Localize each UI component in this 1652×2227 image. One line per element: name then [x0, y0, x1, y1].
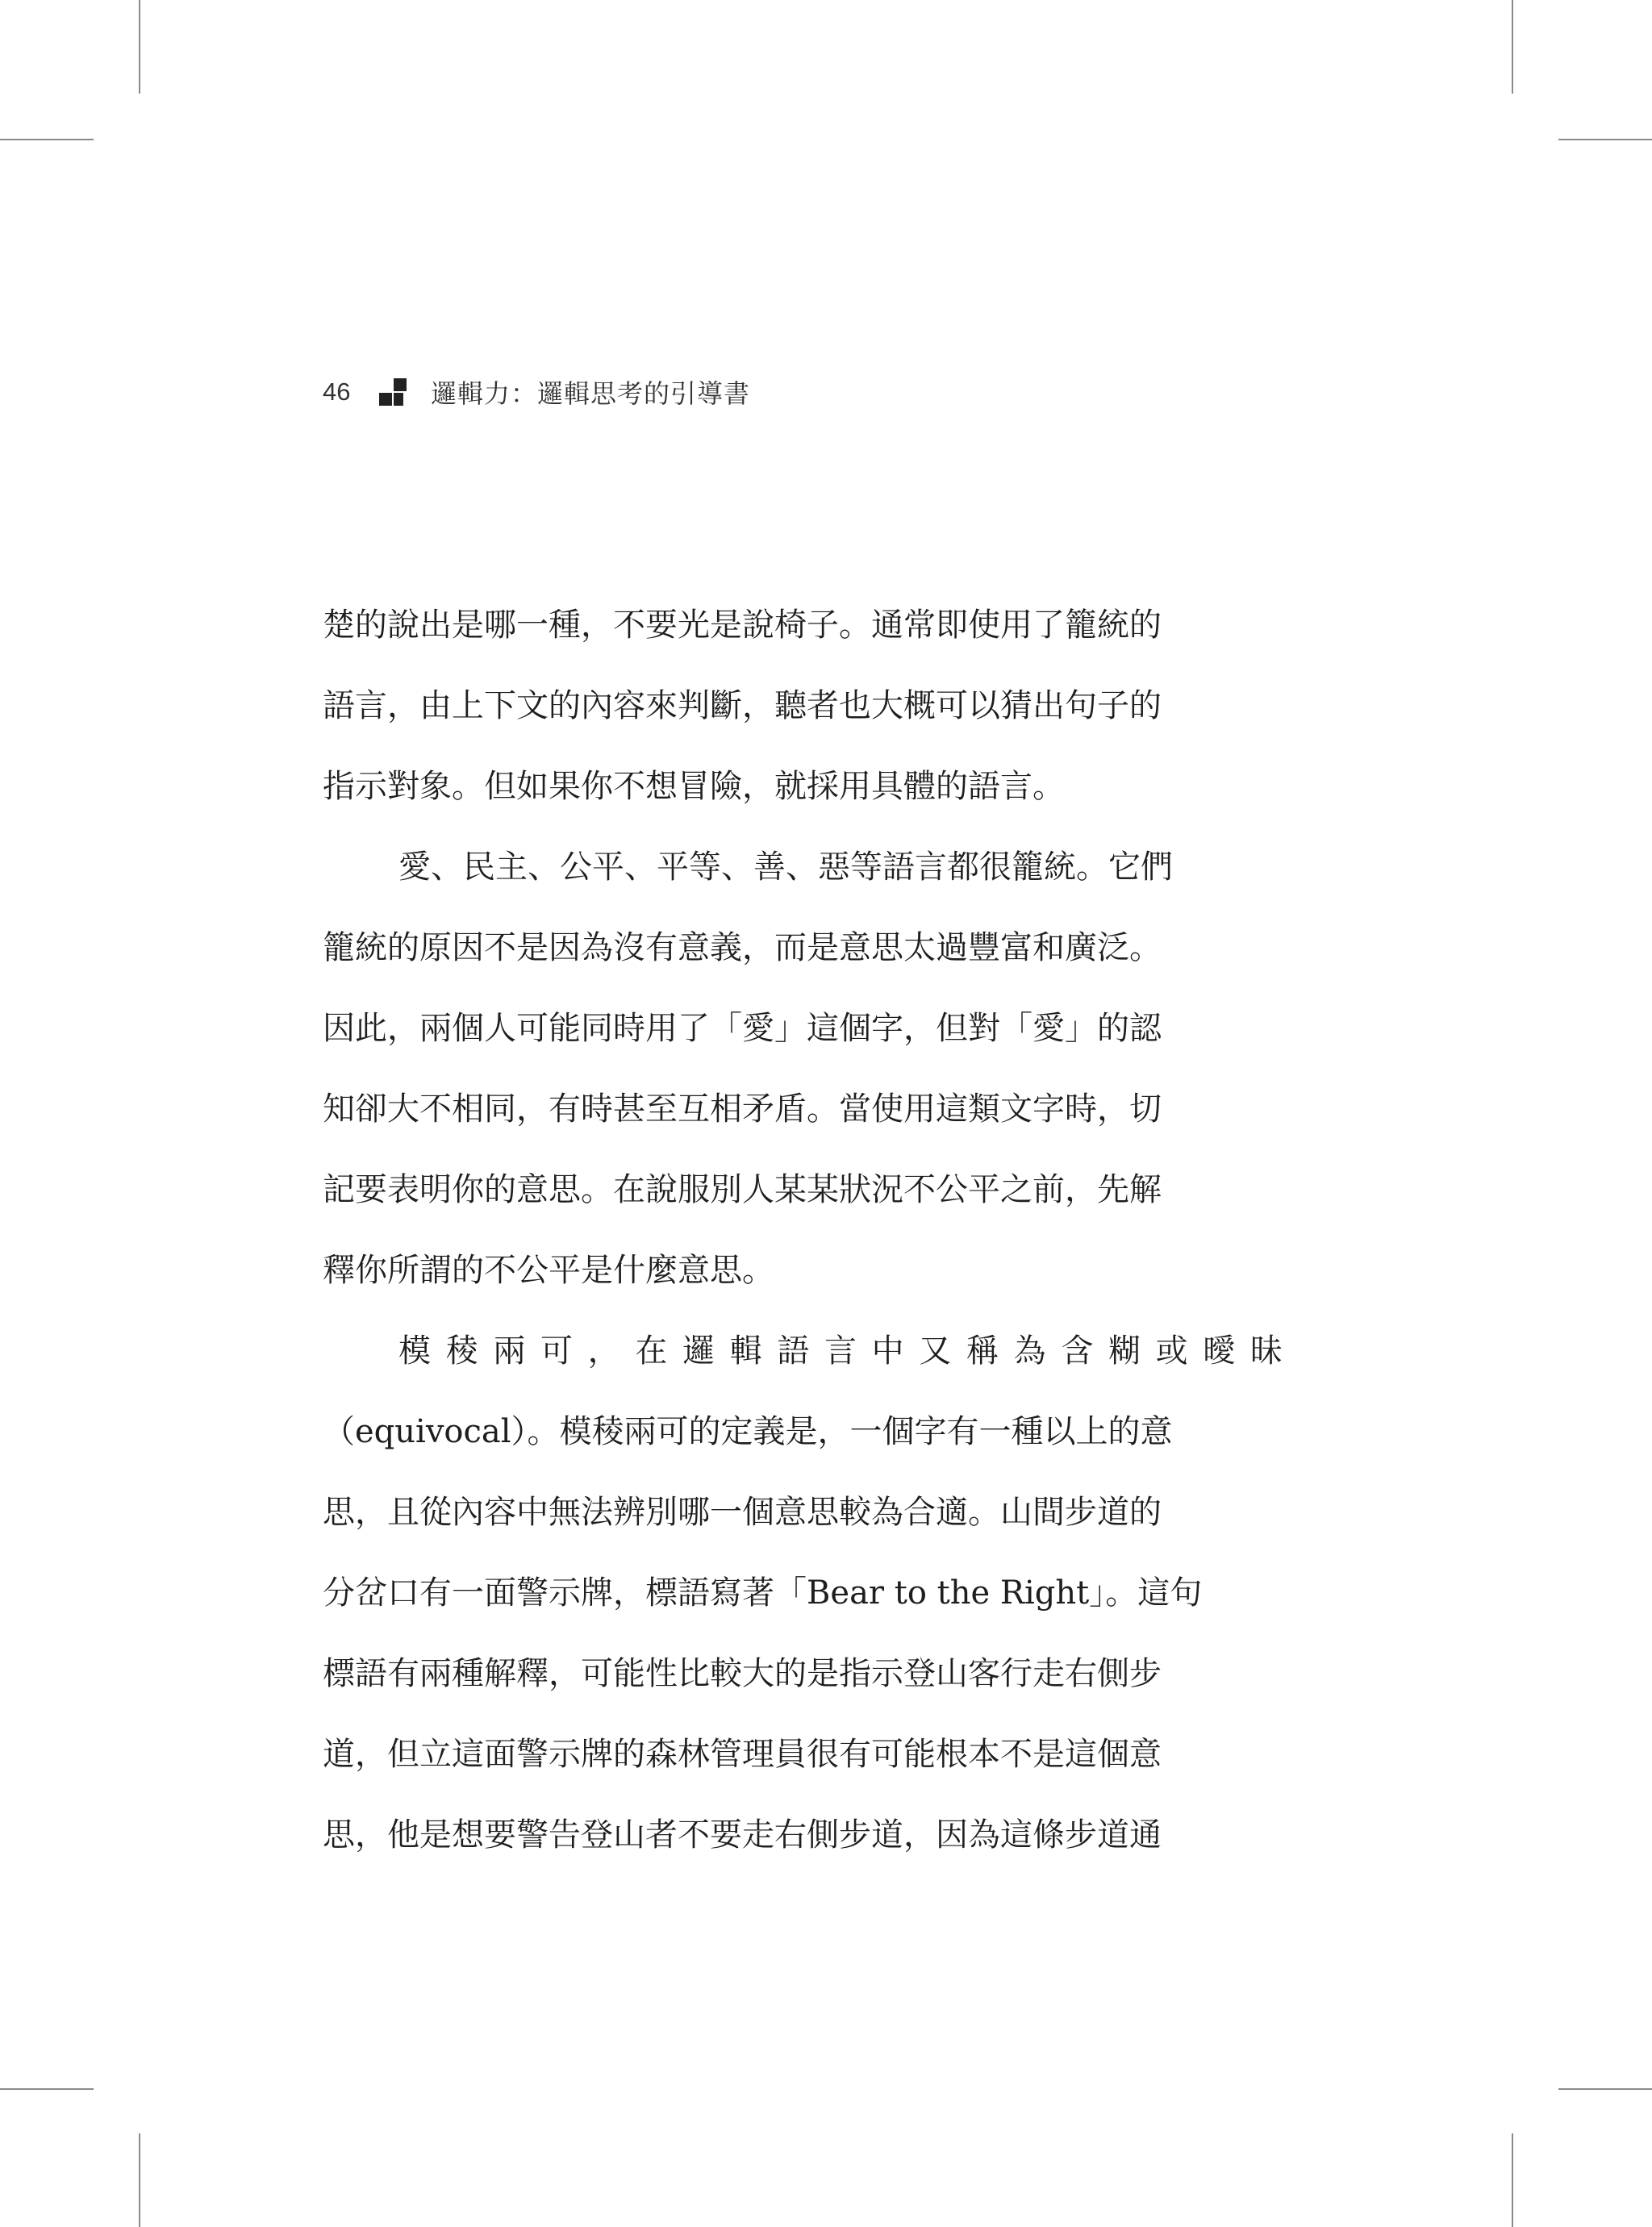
text-line: 分岔口有一面警示牌，標語寫著「Bear to the Right」。這句 [323, 1574, 1203, 1612]
text-line: 思，他是想要警告登山者不要走右側步道，因為這條步道通 [323, 1816, 1162, 1854]
text-line: 思，且從內容中無法辨別哪一個意思較為合適。山間步道的 [323, 1494, 1162, 1531]
text-line: 記要表明你的意思。在說服別人某某狀況不公平之前，先解 [323, 1171, 1162, 1208]
text-line: 模稜兩可，在邏輯語言中又稱為含糊或曖昧 [398, 1332, 1283, 1370]
crop-mark-bottom-right-horizontal [1558, 2088, 1652, 2090]
text-line: 指示對象。但如果你不想冒險，就採用具體的語言。 [323, 768, 1065, 805]
running-header [323, 369, 750, 415]
crop-mark-top-left-vertical [139, 0, 140, 94]
page-number: 46 [323, 377, 351, 406]
text-line: 楚的說出是哪一種，不要光是說椅子。通常即使用了籠統的 [323, 607, 1162, 644]
text-line: 因此，兩個人可能同時用了「愛」這個字，但對「愛」的認 [323, 1010, 1162, 1047]
text-line: 籠統的原因不是因為沒有意義，而是意思太過豐富和廣泛。 [323, 929, 1162, 966]
text-line: 愛、民主、公平、平等、善、惡等語言都很籠統。它們 [398, 849, 1173, 886]
header-square-icon [379, 378, 407, 406]
crop-mark-top-right-horizontal [1558, 139, 1652, 140]
crop-mark-bottom-left-vertical [139, 2133, 140, 2227]
crop-mark-bottom-left-horizontal [0, 2088, 94, 2090]
crop-mark-top-left-horizontal [0, 139, 94, 140]
text-line: 標語有兩種解釋，可能性比較大的是指示登山客行走右側步 [323, 1655, 1162, 1692]
text-line: 釋你所謂的不公平是什麼意思。 [323, 1252, 774, 1289]
text-line: 道，但立這面警示牌的森林管理員很有可能根本不是這個意 [323, 1736, 1162, 1773]
text-line: （equivocal）。模稜兩可的定義是，一個字有一種以上的意 [323, 1413, 1173, 1450]
text-line: 知卻大不相同，有時甚至互相矛盾。當使用這類文字時，切 [323, 1091, 1162, 1128]
crop-mark-top-right-vertical [1512, 0, 1513, 94]
running-title: 邏輯力：邏輯思考的引導書 [431, 378, 751, 409]
text-line: 語言，由上下文的內容來判斷，聽者也大概可以猜出句子的 [323, 687, 1162, 724]
crop-mark-bottom-right-vertical [1512, 2133, 1513, 2227]
